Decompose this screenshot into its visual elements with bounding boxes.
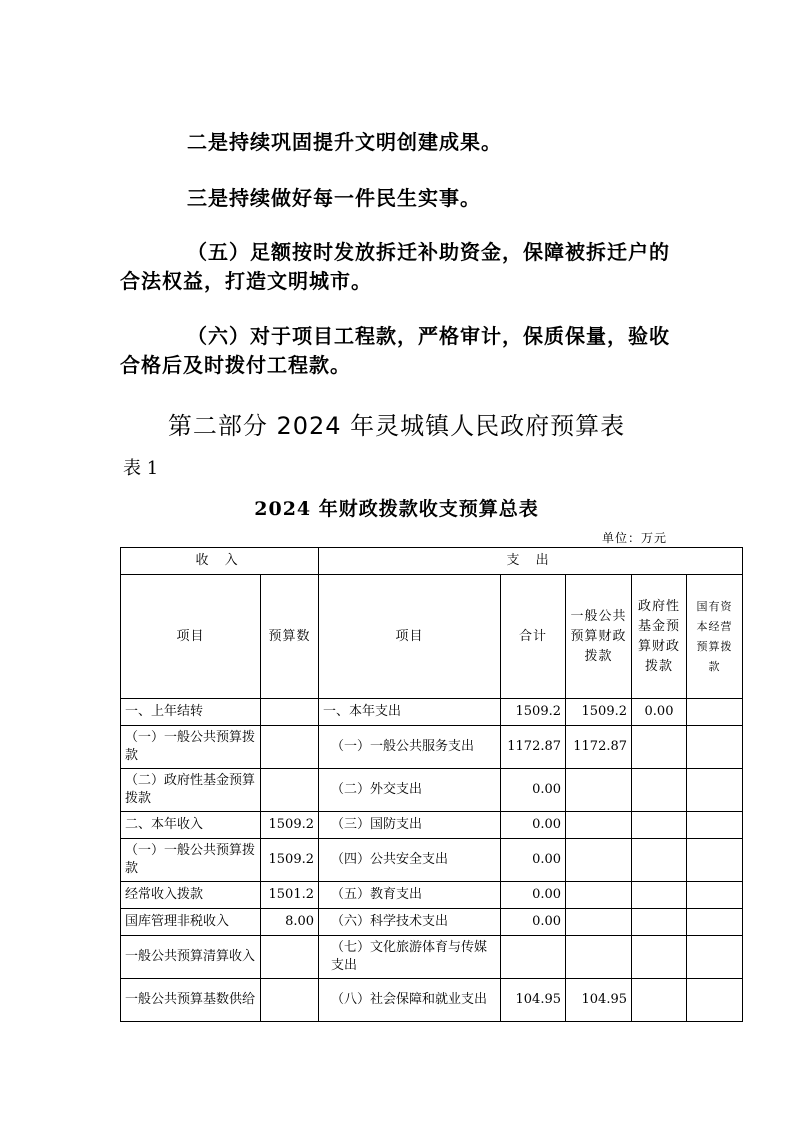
cell-state-capital: [687, 936, 743, 979]
cell-income-item: （一）一般公共预算拨款: [121, 839, 261, 882]
section-header-row: [121, 548, 743, 575]
cell-total: 0.00: [501, 839, 566, 882]
cell-state-capital: [687, 979, 743, 1022]
cell-income-budget: 1509.2: [261, 839, 319, 882]
cell-total: [501, 936, 566, 979]
table-row: [121, 699, 743, 726]
cell-general-budget: [566, 839, 632, 882]
cell-income-item: 国库管理非税收入: [121, 909, 261, 936]
cell-gov-fund: [632, 979, 687, 1022]
paragraph-3-line-2: 合法权益，打造文明城市。: [120, 269, 372, 293]
cell-general-budget: [566, 909, 632, 936]
col-header-general-budget: 一般公共预算财政拨款: [566, 575, 632, 699]
cell-general-budget: [566, 812, 632, 839]
cell-gov-fund: [632, 909, 687, 936]
col-header-total: 合计: [501, 575, 566, 699]
table-row: [121, 769, 743, 812]
cell-gov-fund: [632, 882, 687, 909]
cell-total: 0.00: [501, 909, 566, 936]
cell-state-capital: [687, 839, 743, 882]
cell-expense-item: 一、本年支出: [319, 699, 501, 726]
cell-general-budget: [566, 882, 632, 909]
cell-gov-fund: [632, 726, 687, 769]
cell-state-capital: [687, 726, 743, 769]
cell-income-item: （二）政府性基金预算拨款: [121, 769, 261, 812]
cell-income-budget: 1509.2: [261, 812, 319, 839]
cell-income-item: 一般公共预算基数供给: [121, 979, 261, 1022]
cell-income-item: 一般公共预算清算收入: [121, 936, 261, 979]
cell-general-budget: 1172.87: [566, 726, 632, 769]
table-row: [121, 726, 743, 769]
cell-total: 0.00: [501, 812, 566, 839]
cell-income-item: （一）一般公共预算拨款: [121, 726, 261, 769]
table-row: [121, 936, 743, 979]
paragraph-2: 三是持续做好每一件民生实事。: [187, 186, 481, 210]
table-row: [121, 839, 743, 882]
cell-income-item: 经常收入拨款: [121, 882, 261, 909]
cell-expense-item: （六）科学技术支出: [319, 909, 501, 936]
table-label: 表 1: [123, 458, 159, 479]
cell-gov-fund: [632, 839, 687, 882]
cell-state-capital: [687, 909, 743, 936]
cell-total: 1509.2: [501, 699, 566, 726]
paragraph-4-line-2: 合格后及时拨付工程款。: [120, 353, 351, 377]
cell-state-capital: [687, 882, 743, 909]
expense-header: 支 出: [319, 548, 743, 575]
cell-general-budget: [566, 769, 632, 812]
paragraph-3-line-1: （五）足额按时发放拆迁补助资金，保障被拆迁户的: [187, 240, 670, 264]
unit-label: 单位：万元: [602, 531, 668, 545]
cell-general-budget: [566, 936, 632, 979]
cell-income-budget: [261, 979, 319, 1022]
cell-expense-item: （二）外交支出: [319, 769, 501, 812]
cell-total: 104.95: [501, 979, 566, 1022]
table-row: [121, 882, 743, 909]
table-row: [121, 979, 743, 1022]
cell-income-item: 二、本年收入: [121, 812, 261, 839]
cell-income-budget: [261, 769, 319, 812]
cell-expense-item: （七）文化旅游体育与传媒支出: [319, 936, 501, 979]
cell-expense-item: （五）教育支出: [319, 882, 501, 909]
col-header-income-budget: 预算数: [261, 575, 319, 699]
cell-expense-item: （三）国防支出: [319, 812, 501, 839]
paragraph-4-line-1: （六）对于项目工程款，严格审计，保质保量，验收: [187, 324, 670, 348]
col-header-income-item: 项目: [121, 575, 261, 699]
table-row: [121, 812, 743, 839]
cell-total: 0.00: [501, 882, 566, 909]
cell-income-budget: [261, 936, 319, 979]
col-header-expense-item: 项目: [319, 575, 501, 699]
table-title: 2024 年财政拨款收支预算总表: [254, 498, 539, 520]
col-header-state-capital: 国有资本经营预算拨款: [687, 575, 743, 699]
cell-income-budget: 8.00: [261, 909, 319, 936]
cell-gov-fund: [632, 769, 687, 812]
cell-expense-item: （八）社会保障和就业支出: [319, 979, 501, 1022]
income-header: 收 入: [121, 548, 319, 575]
cell-state-capital: [687, 699, 743, 726]
cell-income-budget: [261, 726, 319, 769]
cell-state-capital: [687, 769, 743, 812]
cell-expense-item: （一）一般公共服务支出: [319, 726, 501, 769]
col-header-gov-fund: 政府性基金预算财政拨款: [632, 575, 687, 699]
cell-income-item: 一、上年结转: [121, 699, 261, 726]
paragraph-1: 二是持续巩固提升文明创建成果。: [187, 130, 502, 154]
cell-income-budget: 1501.2: [261, 882, 319, 909]
cell-gov-fund: [632, 936, 687, 979]
cell-income-budget: [261, 699, 319, 726]
cell-general-budget: 1509.2: [566, 699, 632, 726]
budget-table: [120, 547, 743, 1022]
cell-gov-fund: [632, 812, 687, 839]
cell-expense-item: （四）公共安全支出: [319, 839, 501, 882]
cell-total: 0.00: [501, 769, 566, 812]
column-header-row: [121, 575, 743, 699]
cell-total: 1172.87: [501, 726, 566, 769]
cell-general-budget: 104.95: [566, 979, 632, 1022]
cell-state-capital: [687, 812, 743, 839]
cell-gov-fund: 0.00: [632, 699, 687, 726]
table-row: [121, 909, 743, 936]
section-title: 第二部分 2024 年灵城镇人民政府预算表: [167, 412, 626, 440]
